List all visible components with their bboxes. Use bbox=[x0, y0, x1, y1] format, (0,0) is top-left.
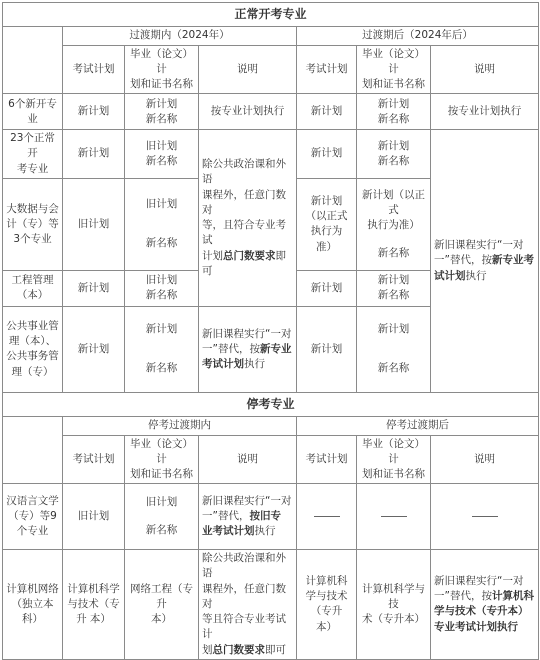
row-label: 计算机网络 （独立本 科） bbox=[3, 550, 63, 660]
desc-merged-cell: 除公共政治课和外语 课程外，任意门数对 等，且符合专业考试 计划总门数要求即可 bbox=[199, 130, 297, 307]
period-during-header: 过渡期内（2024年） bbox=[63, 27, 297, 45]
grad-plan-after-cell: 新计划 新名称 bbox=[357, 130, 431, 179]
table-row bbox=[3, 484, 539, 550]
row-label: 汉语言文学 （专）等9 个专业 bbox=[3, 484, 63, 550]
period-after-header: 过渡期后（2024年后） bbox=[297, 27, 539, 45]
grad-plan-cell: 旧计划 新名称 bbox=[125, 130, 199, 179]
col-desc-after: 说明 bbox=[431, 435, 539, 484]
col-grad-plan-after: 毕业（论文）计 划和证书名称 bbox=[357, 45, 431, 94]
grad-plan-after-cell: 新计划 新名称 bbox=[357, 270, 431, 306]
exam-plan-after-cell: 新计划 bbox=[297, 306, 357, 392]
empty-dash-cell bbox=[357, 484, 431, 550]
col-desc-after: 说明 bbox=[431, 45, 539, 94]
stopped-period-during-header: 停考过渡期内 bbox=[63, 417, 297, 435]
row-label: 大数据与会 计（专）等 3个专业 bbox=[3, 178, 63, 270]
grad-plan-cell: 旧计划 新名称 bbox=[125, 178, 199, 270]
exam-plan-cell: 旧计划 bbox=[63, 178, 125, 270]
col-exam-plan-after: 考试计划 bbox=[297, 435, 357, 484]
row-label: 6个新开专 业 bbox=[3, 94, 63, 130]
table-row bbox=[3, 94, 539, 130]
desc-after-cell: 按专业计划执行 bbox=[431, 94, 539, 130]
col-desc: 说明 bbox=[199, 435, 297, 484]
grad-plan-after-cell: 新计划（以正式 执行为准） 新名称 bbox=[357, 178, 431, 270]
dash-mark bbox=[472, 516, 498, 517]
dash-mark bbox=[381, 516, 407, 517]
desc-cell: 除公共政治课和外语 课程外，任意门数对 等且符合专业考试计 划总门数要求即可 bbox=[199, 550, 297, 660]
col-grad-plan: 毕业（论文）计 划和证书名称 bbox=[125, 45, 199, 94]
row-label: 公共事业管 理（本）、 公共事务管 理（专） bbox=[3, 306, 63, 392]
dash-mark bbox=[314, 516, 340, 517]
desc-after-merged-cell: 新旧课程实行“一对 一”替代，按新专业考 试计划执行 bbox=[431, 130, 539, 393]
table-row bbox=[3, 130, 539, 179]
corner-cell bbox=[3, 27, 63, 94]
exam-plan-after-cell: 新计划 bbox=[297, 130, 357, 179]
exam-plan-cell: 新计划 bbox=[63, 306, 125, 392]
empty-dash-cell bbox=[431, 484, 539, 550]
desc-after-cell: 新旧课程实行“一对 一”替代，按计算机科 学与技术（专升本） 专业考试计划执行 bbox=[431, 550, 539, 660]
col-exam-plan-after: 考试计划 bbox=[297, 45, 357, 94]
exam-plan-cell: 新计划 bbox=[63, 94, 125, 130]
grad-plan-after-cell: 新计划 新名称 bbox=[357, 306, 431, 392]
desc-cell: 新旧课程实行“一对 一”替代，按新专业 考试计划执行 bbox=[199, 306, 297, 392]
exam-plan-cell: 新计划 bbox=[63, 130, 125, 179]
row-label: 23个正常开 考专业 bbox=[3, 130, 63, 179]
section-title-stopped: 停考专业 bbox=[3, 392, 539, 416]
stopped-period-after-header: 停考过渡期后 bbox=[297, 417, 539, 435]
col-exam-plan: 考试计划 bbox=[63, 435, 125, 484]
exam-plan-after-cell: 计算机科 学与技术 （专升 本） bbox=[297, 550, 357, 660]
exam-plan-after-cell: 新计划 bbox=[297, 94, 357, 130]
corner-cell bbox=[3, 417, 63, 484]
empty-dash-cell bbox=[297, 484, 357, 550]
exam-plan-after-cell: 新计划 bbox=[297, 270, 357, 306]
exam-plan-after-cell: 新计划 （以正式 执行为 准） bbox=[297, 178, 357, 270]
exam-plan-cell: 计算机科学 与技术（专 升 本） bbox=[63, 550, 125, 660]
col-exam-plan: 考试计划 bbox=[63, 45, 125, 94]
grad-plan-cell: 新计划 新名称 bbox=[125, 94, 199, 130]
exam-plan-cell: 新计划 bbox=[63, 270, 125, 306]
desc-cell: 新旧课程实行“一对 一”替代，按旧专 业考试计划执行 bbox=[199, 484, 297, 550]
grad-plan-after-cell: 新计划 新名称 bbox=[357, 94, 431, 130]
table-row bbox=[3, 550, 539, 660]
grad-plan-cell: 旧计划 新名称 bbox=[125, 484, 199, 550]
grad-plan-cell: 网络工程（专升 本） bbox=[125, 550, 199, 660]
major-transition-table bbox=[2, 2, 539, 660]
grad-plan-after-cell: 计算机科学与技 术（专升本） bbox=[357, 550, 431, 660]
section-title-normal: 正常开考专业 bbox=[3, 3, 539, 27]
grad-plan-cell: 新计划 新名称 bbox=[125, 306, 199, 392]
grad-plan-cell: 旧计划 新名称 bbox=[125, 270, 199, 306]
exam-plan-cell: 旧计划 bbox=[63, 484, 125, 550]
row-label: 工程管理 （本） bbox=[3, 270, 63, 306]
col-desc: 说明 bbox=[199, 45, 297, 94]
desc-cell: 按专业计划执行 bbox=[199, 94, 297, 130]
col-grad-plan: 毕业（论文）计 划和证书名称 bbox=[125, 435, 199, 484]
col-grad-plan-after: 毕业（论文）计 划和证书名称 bbox=[357, 435, 431, 484]
